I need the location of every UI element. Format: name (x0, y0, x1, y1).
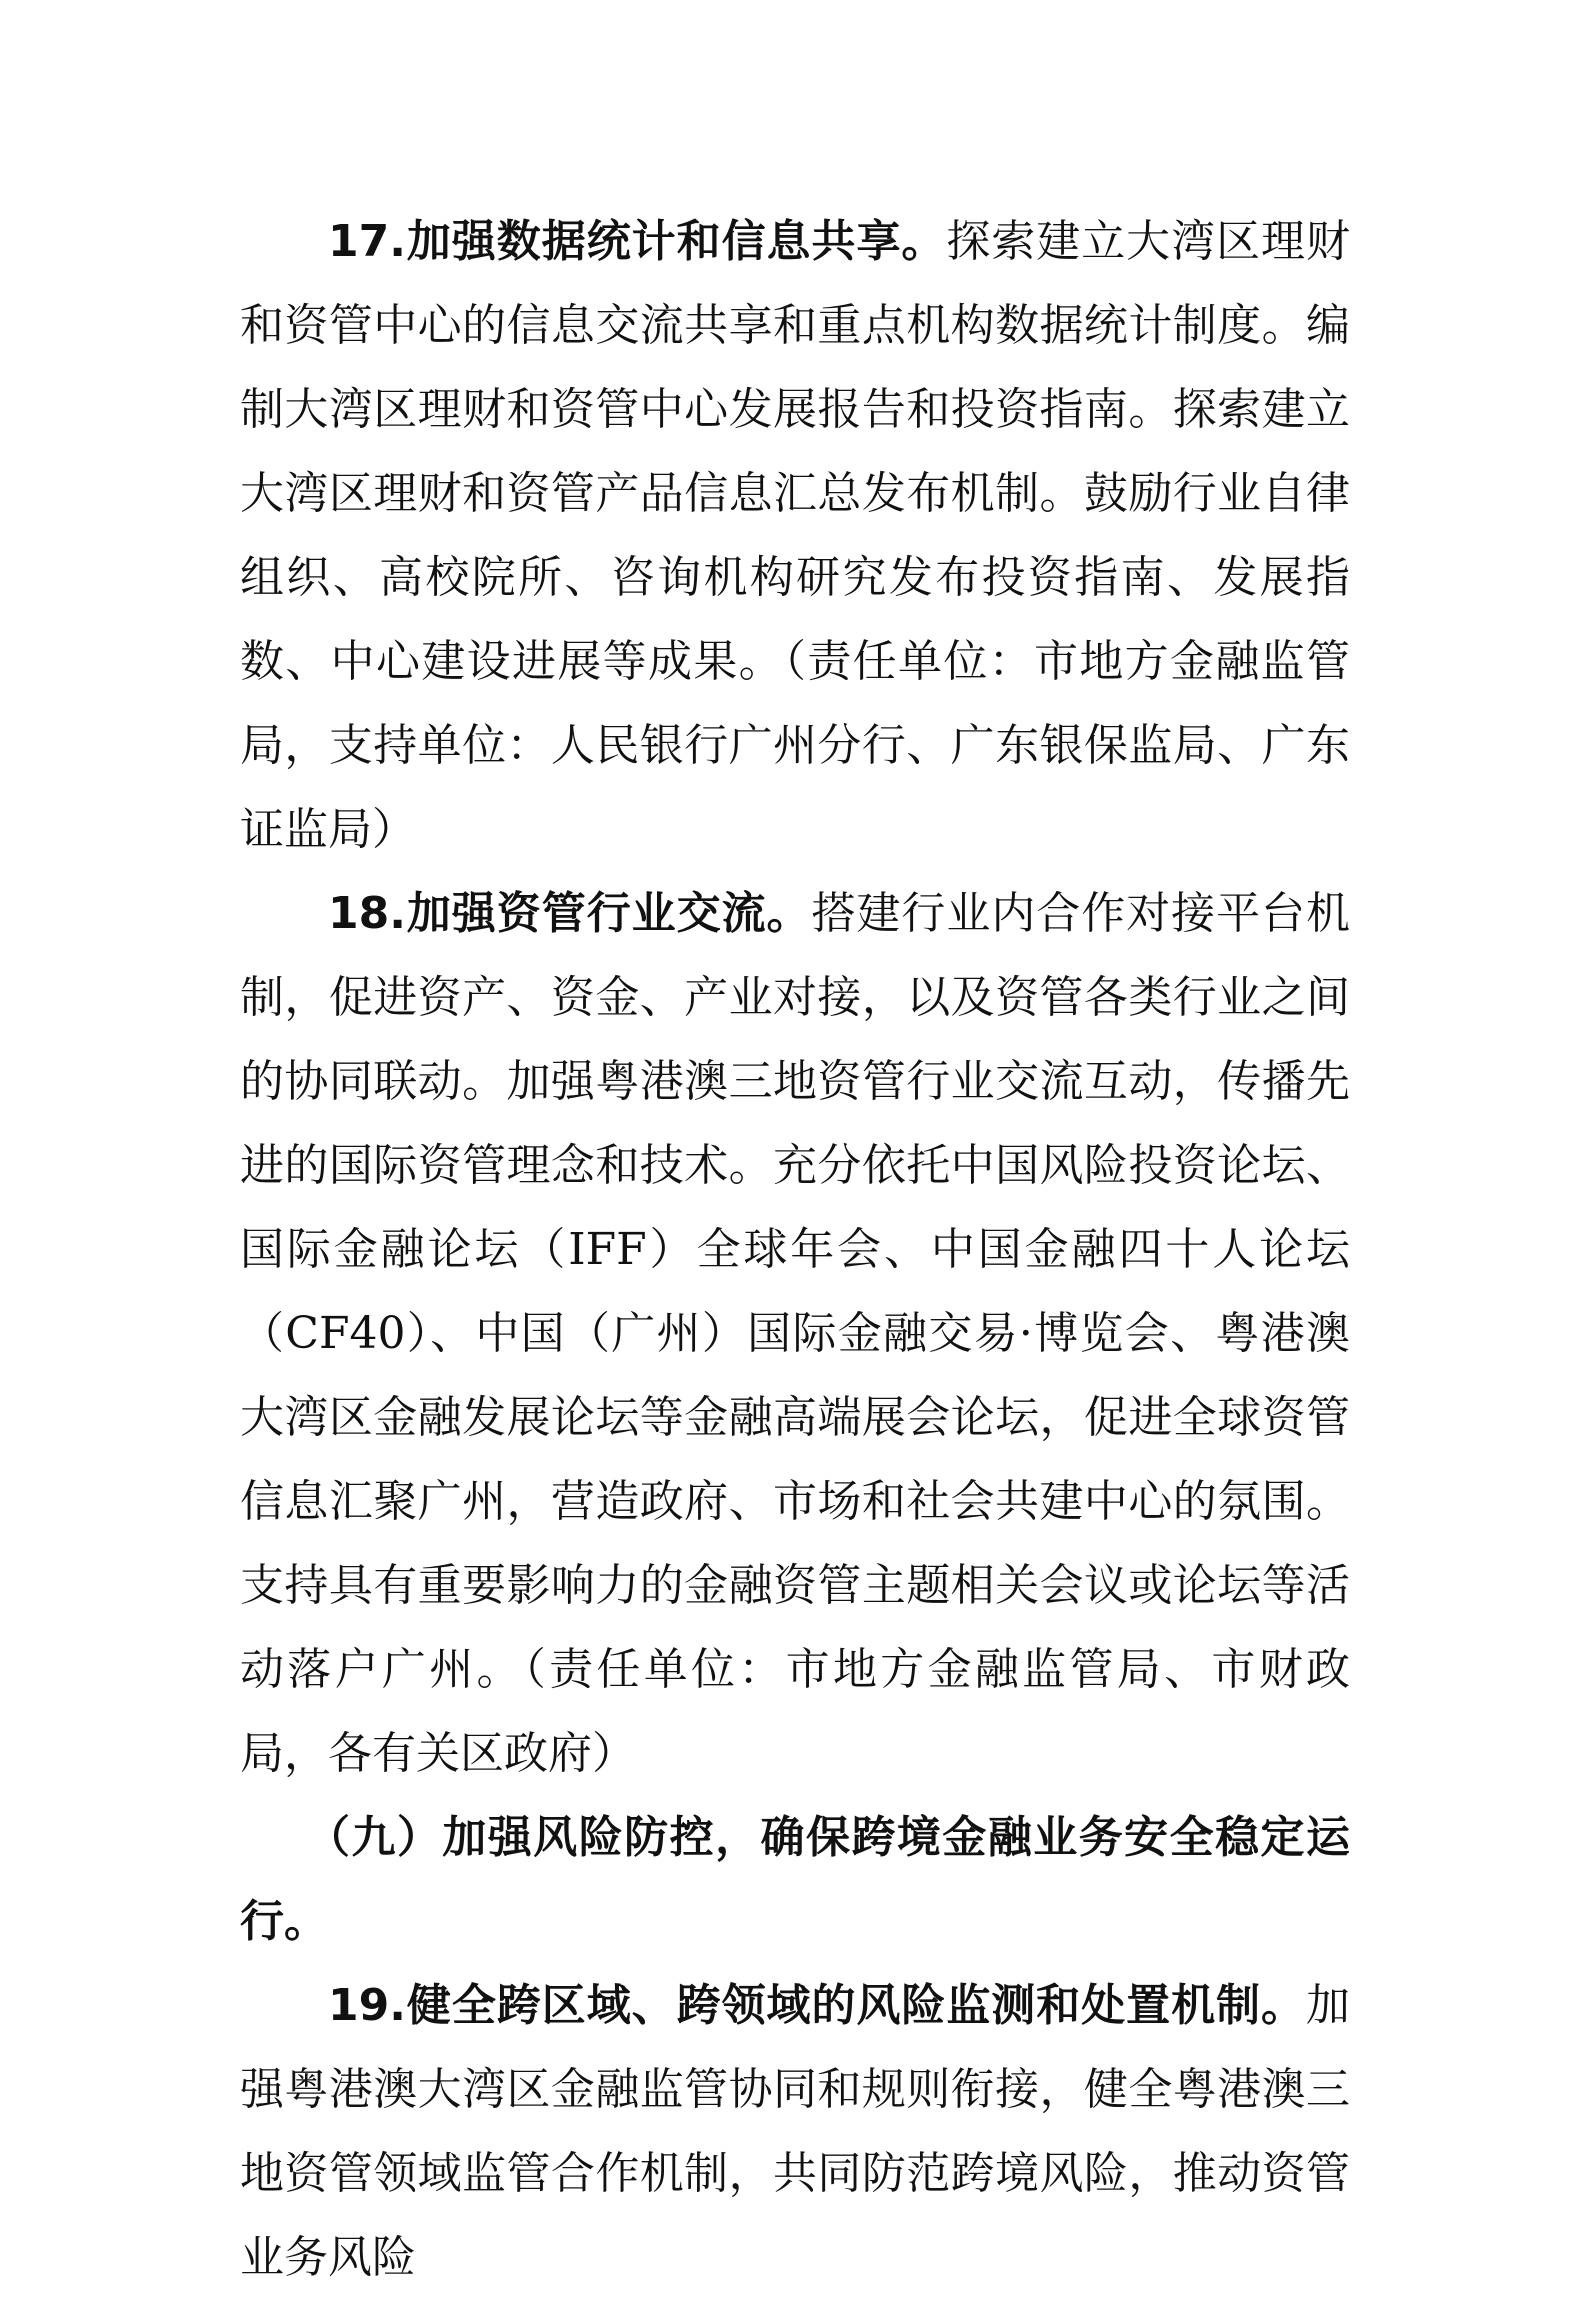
item-18-title: 18.加强资管行业交流。 (328, 888, 812, 939)
item-17-body: 探索建立大湾区理财和资管中心的信息交流共享和重点机构数据统计制度。编制大湾区理财和资管中心发展报告和投资指南。探索建立大湾区理财和资管产品信息汇总发布机制。鼓励行业自律组织、高校院所、咨询机构研究发布投资指南、发展指数、中心建设进展等成果。（责任单位：市地方金融监管局，支持单位：人民银行广州分行、广东银保监局、广东证监局） (240, 216, 1350, 855)
paragraph-17 (240, 200, 1350, 872)
item-19-title: 19.健全跨区域、跨领域的风险监测和处置机制。 (328, 1980, 1306, 2031)
item-19-body: 加强粤港澳大湾区金融监管协同和规则衔接，健全粤港澳三地资管领域监管合作机制，共同防范跨境风险，推动资管业务风险 (240, 1980, 1350, 2283)
paragraph-19 (240, 1964, 1350, 2300)
paragraph-18 (240, 872, 1350, 1796)
item-18-body: 搭建行业内合作对接平台机制，促进资产、资金、产业对接，以及资管各类行业之间的协同联动。加强粤港澳三地资管行业交流互动，传播先进的国际资管理念和技术。充分依托中国风险投资论坛、国际金融论坛（IFF）全球年会、中国金融四十人论坛（CF40）、中国（广州）国际金融交易·博览会、粤港澳大湾区金融发展论坛等金融高端展会论坛，促进全球资管信息汇聚广州，营造政府、市场和社会共建中心的氛围。支持具有重要影响力的金融资管主题相关会议或论坛等活动落户广州。（责任单位：市地方金融监管局、市财政局，各有关区政府） (240, 888, 1350, 1779)
item-17-title: 17.加强数据统计和信息共享。 (328, 216, 947, 267)
document-body (240, 200, 1350, 2300)
section-9-heading: （九）加强风险防控，确保跨境金融业务安全稳定运行。 (240, 1812, 1350, 1947)
